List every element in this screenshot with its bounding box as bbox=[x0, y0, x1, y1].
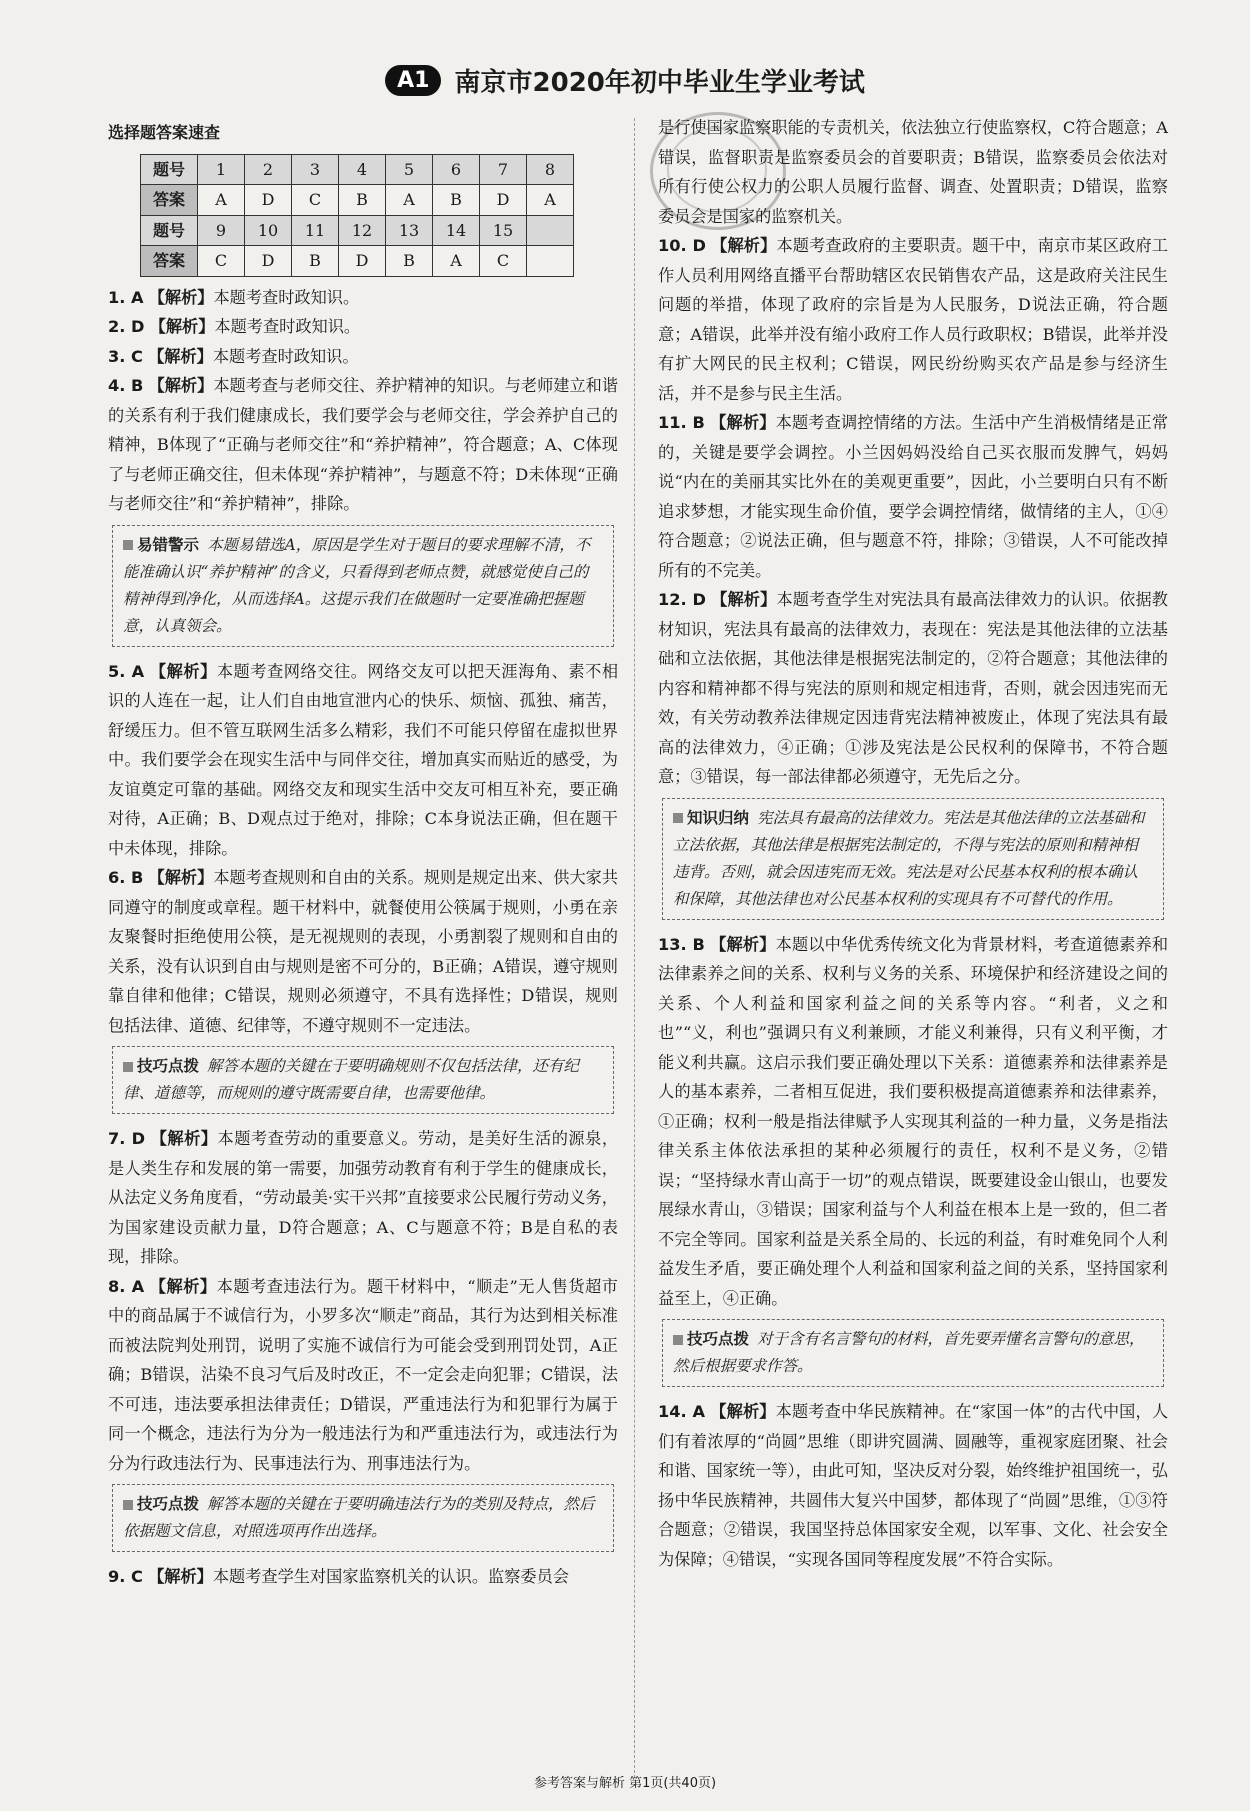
tip-label bbox=[123, 536, 199, 554]
answer-cell: D bbox=[480, 185, 527, 216]
question-number: 4 bbox=[339, 154, 386, 185]
answer-cell: C bbox=[480, 246, 527, 277]
item-text: 本题考查时政知识。 bbox=[213, 287, 360, 307]
question-number: 2 bbox=[245, 154, 292, 185]
question-number: 9 bbox=[198, 215, 245, 246]
left-column bbox=[108, 118, 618, 1592]
tip-box bbox=[662, 798, 1164, 920]
explanation-item bbox=[108, 283, 618, 313]
item-text: 本题考查时政知识。 bbox=[214, 317, 361, 336]
row-label: 答案 bbox=[141, 185, 198, 216]
page-title: 南京市2020年初中毕业生学业考试 bbox=[454, 68, 865, 98]
tip-text: 宪法具有最高的法律效力。宪法是其他法律的立法基础和立法依据，其他法律是根据宪法制定的，不得与宪法的原则和精神相违背。否则，就会因违宪而无效。宪法是对公民基本权利的根本确认和保障，其他法律也对公民基本权利的实现具有不可替代的作用。 bbox=[673, 808, 1145, 908]
item-text: 本题以中华优秀传统文化为背景材料，考查道德素养和法律素养之间的关系、权利与义务的关系、环境保护和经济建设之间的关系、个人利益和国家利益之间的关系等内容。“利者，义之和也”“义，利也”强调只有义利兼顾，才能义利兼得，只有义利平衡，才能义利共赢。这启示我们要正确处理以下关系：道德素养和法律素养是人的基本素养，二者相互促进，我们要积极提高道德素养和法律素养，①正确；权利一般是指法律赋予人实现其利益的一种力量，义务是指法律关系主体依法承担的某种必须履行的责任，权利不是义务，②错误；“坚持绿水青山高于一切”的观点错误，既要建设金山银山，也要发展绿水青山，③错误；国家利益与个人利益在根本上是一致的，但二者不完全等同。国家利益是关系全局的、长远的利益，有时难免同个人利益发生矛盾，要正确处理个人利益和国家利益之间的关系，坚持国家利益至上，④正确。 bbox=[658, 934, 1169, 1308]
tip-box bbox=[112, 1484, 614, 1552]
tip-box bbox=[112, 525, 614, 647]
tip-label-text: 技巧点拨 bbox=[137, 1495, 200, 1513]
explanation-item bbox=[108, 1562, 618, 1592]
answer-cell: B bbox=[433, 185, 480, 216]
item-number: 10. D bbox=[658, 236, 706, 255]
tip-label-text: 技巧点拨 bbox=[687, 1330, 750, 1348]
explanation-item bbox=[108, 342, 618, 372]
question-number: 10 bbox=[245, 215, 292, 246]
answer-cell: B bbox=[339, 185, 386, 216]
analysis-tag: 【解析】 bbox=[148, 287, 214, 307]
question-number: 8 bbox=[527, 154, 574, 185]
page-footer: 参考答案与解析 第1页(共40页) bbox=[533, 1776, 717, 1791]
explanation-continued bbox=[658, 113, 1168, 231]
item-text: 本题考查规则和自由的关系。规则是规定出来、供大家共同遵守的制度或章程。题干材料中，就餐使用公筷属于规则，小勇在亲友聚餐时拒绝使用公筷，是无视规则的表现，小勇割裂了规则和自由的关系，没有认识到自由与规则是密不可分的，B正确；A错误，遵守规则靠自律和他律；C错误，规则必须遵守，不具有选择性；D错误，规则包括法律、道德、纪律等，不遵守规则不一定违法。 bbox=[108, 868, 619, 1035]
square-icon bbox=[123, 1500, 133, 1510]
analysis-tag: 【解析】 bbox=[148, 868, 214, 887]
right-column bbox=[658, 113, 1168, 1574]
question-number: 7 bbox=[480, 154, 527, 185]
answer-cell: C bbox=[198, 246, 245, 277]
analysis-tag: 【解析】 bbox=[149, 317, 215, 336]
item-number: 4. B bbox=[108, 376, 144, 395]
answer-cell: D bbox=[339, 246, 386, 277]
section-badge: A1 bbox=[385, 65, 441, 96]
row-label: 题号 bbox=[141, 215, 198, 246]
item-number: 1. A bbox=[108, 287, 144, 307]
item-text: 本题考查时政知识。 bbox=[212, 346, 359, 366]
tip-label bbox=[673, 1330, 749, 1348]
question-number: 12 bbox=[339, 215, 386, 246]
analysis-tag: 【解析】 bbox=[710, 1402, 776, 1421]
explanation-item bbox=[658, 930, 1168, 1314]
quick-answers-heading: 选择题答案速查 bbox=[108, 123, 221, 142]
answer-table-row bbox=[141, 185, 574, 216]
explanation-item bbox=[658, 231, 1168, 408]
square-icon bbox=[673, 813, 683, 823]
question-number: 1 bbox=[198, 154, 245, 185]
item-text: 本题考查与老师交往、养护精神的知识。与老师建立和谐的关系有利于我们健康成长，我们要学会与老师交往，学会养护自己的精神，B体现了“正确与老师交往”和“养护精神”，符合题意；A、C体现了与老师正确交往，但未体现“养护精神”，与题意不符；D未体现“正确与老师交往”和“养护精神”，排除。 bbox=[108, 376, 619, 513]
answer-cell bbox=[527, 246, 574, 277]
tip-label bbox=[673, 809, 749, 827]
analysis-tag: 【解析】 bbox=[149, 661, 217, 681]
analysis-tag: 【解析】 bbox=[148, 376, 214, 395]
tip-text: 解答本题的关键在于要明确违法行为的类别及特点，然后依据题文信息，对照选项再作出选择。 bbox=[123, 1495, 595, 1540]
item-number: 12. D bbox=[658, 590, 706, 609]
item-text: 是行使国家监察职能的专责机关，依法独立行使监察权，C符合题意；A错误，监督职责是监察委员会的首要职责；B错误，监察委员会依法对所有行使公权力的公职人员履行监督、调查、处置职责；D错误，监察委员会是国家的监察机关。 bbox=[658, 118, 1168, 226]
item-text: 本题考查劳动的重要意义。劳动，是美好生活的源泉，是人类生存和发展的第一需要，加强劳动教育有利于学生的健康成长，从法定义务角度看，“劳动最美·实干兴邦”直接要求公民履行劳动义务，为国家建设贡献力量，D符合题意；A、C与题意不符；B是自私的表现，排除。 bbox=[108, 1129, 619, 1266]
answer-cell: A bbox=[386, 185, 433, 216]
answer-table-row bbox=[141, 246, 574, 277]
item-text: 本题考查政府的主要职责。题干中，南京市某区政府工作人员利用网络直播平台帮助辖区农民销售农产品，这是政府关注民生问题的举措，体现了政府的宗旨是为人民服务，D说法正确，符合题意；A错误，此举并没有缩小政府工作人员行政职权；B错误，此举并没有扩大网民的民主权利；C错误，网民纷纷购买农产品是参与经济生活，并不是参与民主生活。 bbox=[658, 236, 1168, 403]
tip-label-text: 技巧点拨 bbox=[137, 1057, 200, 1075]
item-number: 14. A bbox=[658, 1402, 705, 1421]
tip-text: 解答本题的关键在于要明确规则不仅包括法律，还有纪律、道德等，而规则的遵守既需要自律，也需要他律。 bbox=[123, 1057, 580, 1102]
question-number: 13 bbox=[386, 215, 433, 246]
explanation-item bbox=[108, 371, 618, 519]
explanation-item bbox=[658, 408, 1168, 585]
answer-cell: C bbox=[292, 185, 339, 216]
question-number: 14 bbox=[433, 215, 480, 246]
item-number: 2. D bbox=[108, 317, 145, 336]
item-number: 9. C bbox=[108, 1567, 143, 1586]
analysis-tag: 【解析】 bbox=[150, 1129, 218, 1148]
item-number: 3. C bbox=[108, 346, 143, 366]
answer-cell: A bbox=[198, 185, 245, 216]
square-icon bbox=[123, 540, 133, 550]
item-number: 8. A bbox=[108, 1276, 145, 1296]
tip-text: 对于含有名言警句的材料，首先要弄懂名言警句的意思，然后根据要求作答。 bbox=[673, 1330, 1145, 1375]
tip-label bbox=[123, 1057, 199, 1075]
item-text: 本题考查中华民族精神。在“家国一体”的古代中国，人们有着浓厚的“尚圆”思维（即讲究圆满、圆融等，重视家庭团聚、社会和谐、国家统一等），由此可知，坚决反对分裂，始终维护祖国统一，弘扬中华民族精神，共圆伟大复兴中国梦，都体现了“尚圆”思维，①③符合题意；②错误，我国坚持总体国家安全观，以军事、文化、社会安全为保障；④错误，“实现各国同等程度发展”不符合实际。 bbox=[658, 1402, 1169, 1569]
explanation-item bbox=[108, 1124, 618, 1272]
analysis-tag: 【解析】 bbox=[149, 1276, 217, 1296]
item-text: 本题考查学生对国家监察机关的认识。监察委员会 bbox=[212, 1567, 569, 1586]
answer-cell: A bbox=[527, 185, 574, 216]
analysis-tag: 【解析】 bbox=[148, 1567, 213, 1586]
item-number: 13. B bbox=[658, 934, 705, 954]
tip-box bbox=[662, 1319, 1164, 1387]
tip-label-text: 知识归纳 bbox=[687, 808, 750, 827]
answer-table-row bbox=[141, 215, 574, 246]
item-number: 6. B bbox=[108, 868, 144, 887]
item-number: 11. B bbox=[658, 413, 705, 432]
question-number: 6 bbox=[433, 154, 480, 185]
question-number bbox=[527, 215, 574, 246]
item-text: 本题考查违法行为。题干材料中，“顺走”无人售货超市中的商品属于不诚信行为，小罗多次“顺走”商品，其行为达到相关标准而被法院判处刑罚，说明了实施不诚信行为可能会受到刑罚处罚，A正确；B错误，沾染不良习气后及时改正，不一定会走向犯罪；C错误，法不可违，违法要承担法律责任；D错误，严重违法行为和犯罪行为属于同一个概念，违法行为分为一般违法行为和严重违法行为，或违法行为分为行政违法行为、民事违法行为、刑事违法行为。 bbox=[108, 1276, 618, 1473]
question-number: 3 bbox=[292, 154, 339, 185]
row-label: 答案 bbox=[141, 246, 198, 277]
answer-table-row bbox=[141, 154, 574, 185]
column-divider bbox=[634, 118, 635, 1778]
answer-key-table bbox=[140, 154, 574, 277]
analysis-tag: 【解析】 bbox=[711, 590, 777, 609]
item-text: 本题考查网络交往。网络交友可以把天涯海角、素不相识的人连在一起，让人们自由地宣泄内心的快乐、烦恼、孤独、痛苦，舒缓压力。但不管互联网生活多么精彩，我们不可能只停留在虚拟世界中。我们要学会在现实生活中与同伴交往，增加真实而贴近的感受，为友谊奠定可靠的基础。网络交友和现实生活中交友可相互补充，要正确对待，A正确；B、D观点过于绝对，排除；C本身说法正确，但在题干中未体现，排除。 bbox=[108, 661, 619, 858]
answer-cell: B bbox=[386, 246, 433, 277]
analysis-tag: 【解析】 bbox=[711, 236, 777, 255]
answer-cell: D bbox=[245, 185, 292, 216]
question-number: 11 bbox=[292, 215, 339, 246]
answer-cell: A bbox=[433, 246, 480, 277]
square-icon bbox=[123, 1062, 133, 1072]
explanation-item bbox=[108, 657, 618, 864]
tip-label-text: 易错警示 bbox=[137, 535, 200, 554]
tip-label bbox=[123, 1495, 199, 1513]
explanation-item bbox=[658, 1397, 1168, 1574]
tip-box bbox=[112, 1046, 614, 1114]
analysis-tag: 【解析】 bbox=[710, 934, 776, 954]
tip-text: 本题易错选A，原因是学生对于题目的要求理解不清，不能准确认识“养护精神”的含义，只看得到老师点赞，就感觉使自己的精神得到净化，从而选择A。这提示我们在做题时一定要准确把握题意，认真领会。 bbox=[123, 535, 591, 635]
analysis-tag: 【解析】 bbox=[710, 413, 776, 432]
question-number: 15 bbox=[480, 215, 527, 246]
row-label: 题号 bbox=[141, 154, 198, 185]
explanation-item bbox=[658, 585, 1168, 792]
item-number: 7. D bbox=[108, 1129, 146, 1148]
item-text: 本题考查学生对宪法具有最高法律效力的认识。依据教材知识，宪法具有最高的法律效力，表现在：宪法是其他法律的立法基础和立法依据，其他法律是根据宪法制定的，②符合题意；其他法律的内容和精神都不得与宪法的原则和规定相违背，否则，就会因违宪而无效，有关劳动教养法律规定因违背宪法精神被废止，体现了宪法具有最高的法律效力，④正确；①涉及宪法是公民权利的保障书，不符合题意；③错误，每一部法律都必须遵守，无先后之分。 bbox=[658, 590, 1168, 786]
answer-cell: D bbox=[245, 246, 292, 277]
explanation-item bbox=[108, 312, 618, 342]
square-icon bbox=[673, 1335, 683, 1345]
page-header bbox=[0, 62, 1250, 99]
explanation-item bbox=[108, 863, 618, 1040]
analysis-tag: 【解析】 bbox=[148, 346, 213, 366]
item-text: 本题考查调控情绪的方法。生活中产生消极情绪是正常的，关键是要学会调控。小兰因妈妈没给自己买衣服而发脾气，妈妈说“内在的美丽其实比外在的美观更重要”，因此，小兰要明白只有不断追求梦想，才能实现生命价值，要学会调控情绪，做情绪的主人，①④符合题意；②说法正确，但与题意不符，排除；③错误，人不可能改掉所有的不完美。 bbox=[658, 413, 1169, 580]
answer-cell: B bbox=[292, 246, 339, 277]
explanation-item bbox=[108, 1272, 618, 1479]
item-number: 5. A bbox=[108, 661, 145, 681]
question-number: 5 bbox=[386, 154, 433, 185]
